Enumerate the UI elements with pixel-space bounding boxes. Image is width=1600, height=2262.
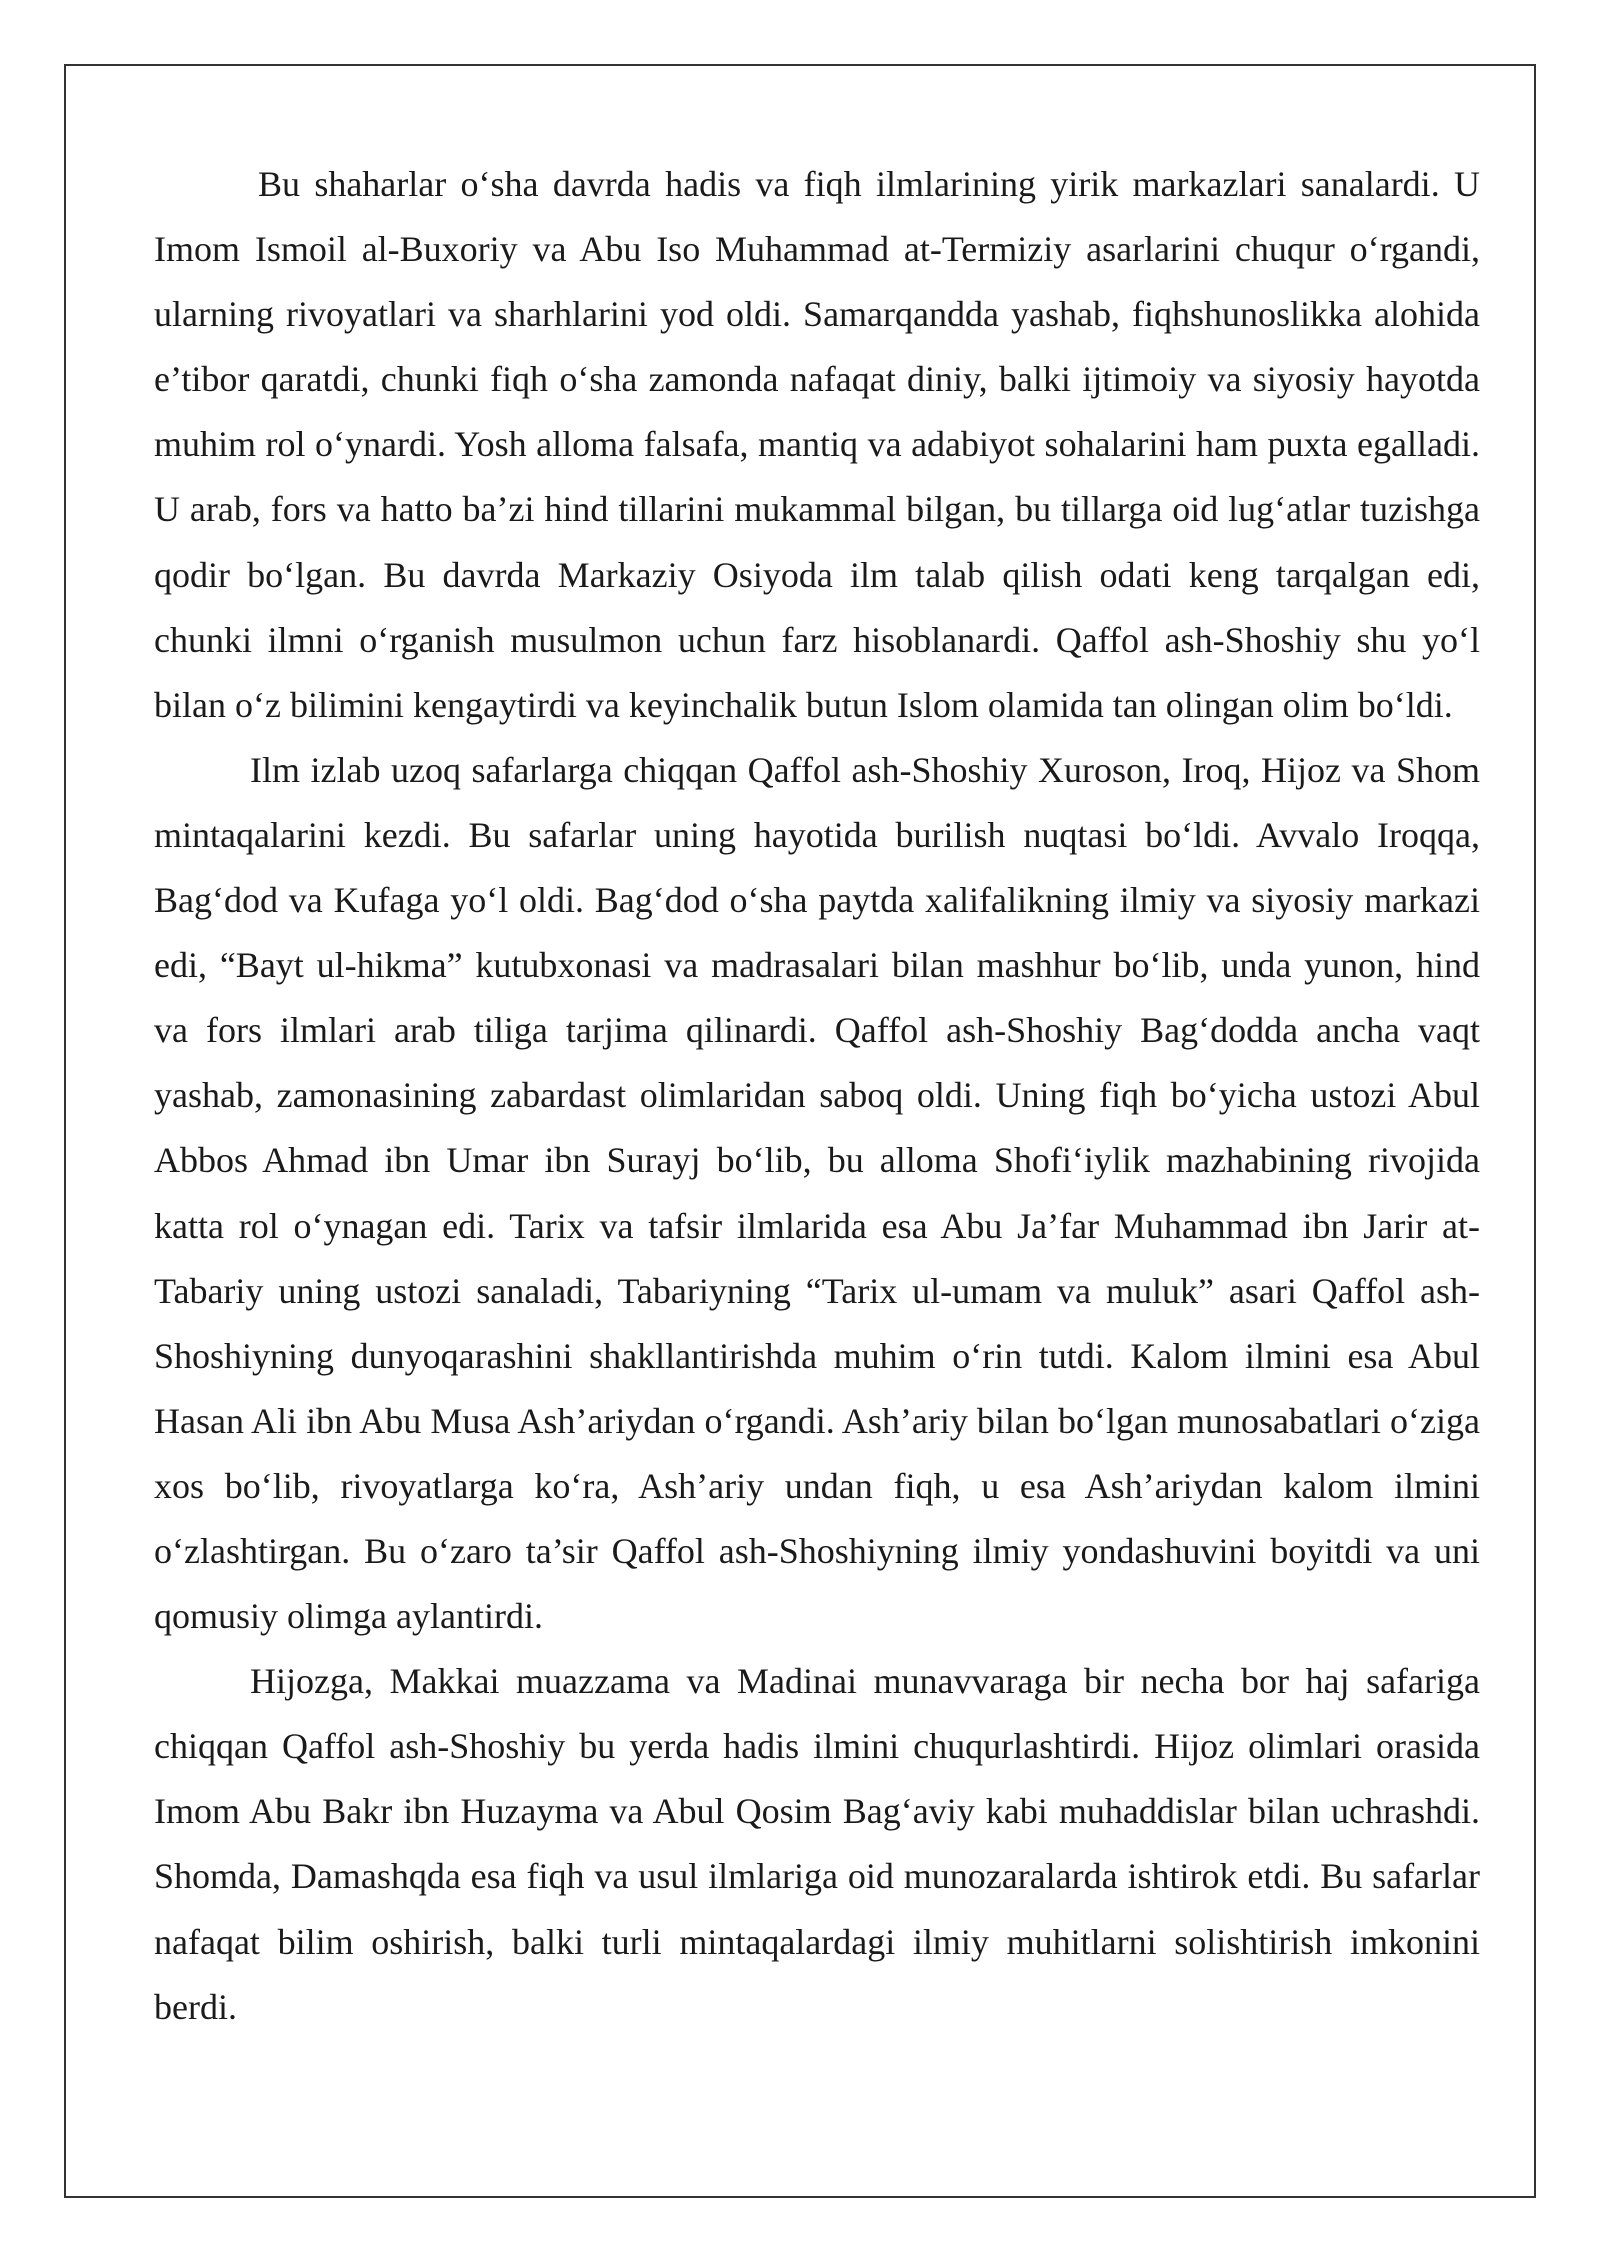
page-frame xyxy=(64,64,1536,2198)
paragraph-3: Hijozga, Makkai muazzama va Madinai munavvaraga bir necha bor haj safariga chiqqan Qaffol ash-Shoshiy bu yerda hadis ilmini chuqurlashtirdi. Hijoz olimlari orasida Imom Abu Bakr ibn Huzayma va Abul Qosim Bag‘aviy kabi muhaddislar bilan uchrashdi. Shomda, Damashqda esa fiqh va usul ilmlariga oid munozaralarda ishtirok etdi. Bu safarlar nafaqat bilim oshirish, balki turli mintaqalardagi ilmiy muhitlarni solishtirish imkonini berdi. xyxy=(154,1661,1480,2027)
paragraph-1: Bu shaharlar o‘sha davrda hadis va fiqh ilmlarining yirik markazlari sanalardi. U Imom Ismoil al-Buxoriy va Abu Iso Muhammad at-Termiziy asarlarini chuqur o‘rgandi, ularning rivoyatlari va sharhlarini yod oldi. Samarqandda yashab, fiqhshunoslikka alohida e’tibor qaratdi, chunki fiqh o‘sha zamonda nafaqat diniy, balki ijtimoiy va siyosiy hayotda muhim rol o‘ynardi. Yosh alloma falsafa, mantiq va adabiyot sohalarini ham puxta egalladi. U arab, fors va hatto ba’zi hind tillarini mukammal bilgan, bu tillarga oid lug‘atlar tuzishga qodir bo‘lgan. Bu davrda Markaziy Osiyoda ilm talab qilish odati keng tarqalgan edi, chunki ilmni o‘rganish musulmon uchun farz hisoblanardi. Qaffol ash-Shoshiy shu yo‘l bilan o‘z bilimini kengaytirdi va keyinchalik butun Islom olamida tan olingan olim bo‘ldi. xyxy=(154,164,1480,725)
paragraph-2: Ilm izlab uzoq safarlarga chiqqan Qaffol ash-Shoshiy Xuroson, Iroq, Hijoz va Shom mintaqalarini kezdi. Bu safarlar uning hayotida burilish nuqtasi bo‘ldi. Avvalo Iroqqa, Bag‘dod va Kufaga yo‘l oldi. Bag‘dod o‘sha paytda xalifalikning ilmiy va siyosiy markazi edi, “Bayt ul-hikma” kutubxonasi va madrasalari bilan mashhur bo‘lib, unda yunon, hind va fors ilmlari arab tiliga tarjima qilinardi. Qaffol ash-Shoshiy Bag‘dodda ancha vaqt yashab, zamonasining zabardast olimlaridan saboq oldi. Uning fiqh bo‘yicha ustozi Abul Abbos Ahmad ibn Umar ibn Surayj bo‘lib, bu alloma Shofi‘iylik mazhabining rivojida katta rol o‘ynagan edi. Tarix va tafsir ilmlarida esa Abu Ja’far Muhammad ibn Jarir at-Tabariy uning ustozi sanaladi, Tabariyning “Tarix ul-umam va muluk” asari Qaffol ash-Shoshiyning dunyoqarashini shakllantirishda muhim o‘rin tutdi. Kalom ilmini esa Abul Hasan Ali ibn Abu Musa Ash’ariydan o‘rgandi. Ash’ariy bilan bo‘lgan munosabatlari o‘ziga xos bo‘lib, rivoyatlarga ko‘ra, Ash’ariy undan fiqh, u esa Ash’ariydan kalom ilmini o‘zlashtirgan. Bu o‘zaro ta’sir Qaffol ash-Shoshiyning ilmiy yondashuvini boyitdi va uni qomusiy olimga aylantirdi. xyxy=(154,749,1480,1637)
document-body xyxy=(154,152,1480,2040)
